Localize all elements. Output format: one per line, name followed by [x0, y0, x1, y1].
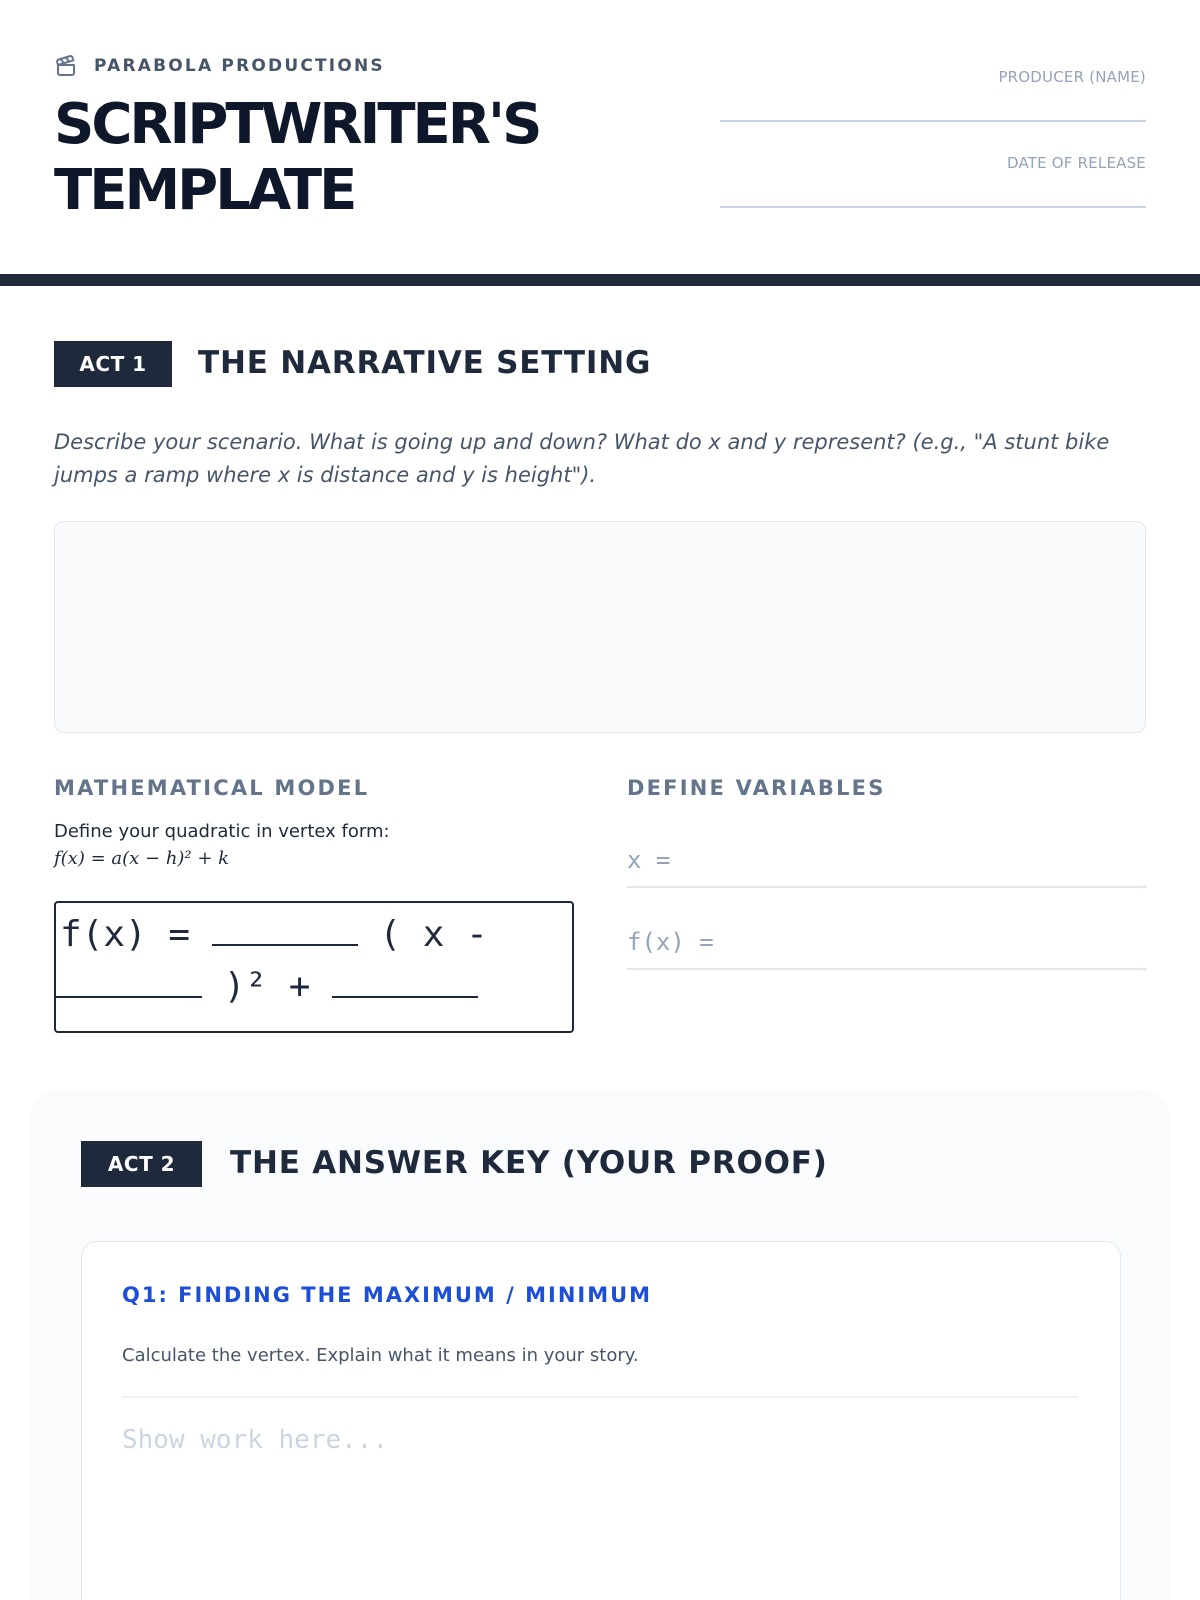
equation-line-1 — [60, 909, 572, 961]
fx-variable-label: f(x) = — [627, 928, 714, 956]
brand-name: PARABOLA PRODUCTIONS — [94, 56, 385, 76]
model-description: Define your quadratic in vertex form: — [54, 821, 390, 842]
header-divider — [0, 274, 1200, 286]
equation-part-1: f(x) = — [60, 914, 191, 955]
page-title — [54, 92, 614, 224]
model-heading: MATHEMATICAL MODEL — [54, 776, 370, 800]
act-1-badge: ACT 1 — [54, 341, 172, 387]
coefficient-k-blank[interactable] — [332, 962, 478, 998]
equation-line-2 — [60, 961, 572, 1013]
equation-box — [54, 901, 574, 1033]
coefficient-h-blank[interactable] — [56, 962, 202, 998]
act-2-badge: ACT 2 — [81, 1141, 202, 1187]
clapperboard-icon — [54, 54, 78, 78]
question-1-title: Q1: FINDING THE MAXIMUM / MINIMUM — [122, 1283, 653, 1307]
question-1-work-area[interactable]: Show work here... — [122, 1425, 389, 1455]
question-1-divider — [122, 1396, 1078, 1398]
producer-name-field[interactable] — [720, 60, 1146, 122]
scenario-prompt: Describe your scenario. What is going up and down? What do x and y represent? (e.g., "A stunt bike jumps a ramp where x is distance and y is height"). — [54, 430, 1110, 487]
act-2-title: THE ANSWER KEY (YOUR PROOF) — [230, 1145, 828, 1181]
release-date-label: DATE OF RELEASE — [1007, 154, 1146, 172]
page-header — [54, 0, 1146, 275]
x-variable-field[interactable] — [627, 824, 1147, 888]
release-date-field[interactable] — [720, 146, 1146, 208]
variables-heading: DEFINE VARIABLES — [627, 776, 886, 800]
page-title-line-2: TEMPLATE — [54, 158, 355, 223]
brand — [54, 54, 385, 78]
act-1-title: THE NARRATIVE SETTING — [198, 345, 652, 381]
question-1-description: Calculate the vertex. Explain what it means in your story. — [122, 1345, 639, 1366]
coefficient-a-blank[interactable] — [212, 910, 358, 946]
x-variable-label: x = — [627, 846, 671, 874]
scenario-textarea[interactable] — [54, 521, 1146, 733]
page-title-line-1: SCRIPTWRITER'S — [54, 92, 540, 157]
equation-part-2: ( x - — [379, 914, 488, 955]
producer-name-label: PRODUCER (NAME) — [998, 68, 1146, 86]
equation-part-3: )² + — [223, 966, 311, 1007]
vertex-form-formula: f(x) = a(x − h)² + k — [54, 848, 230, 869]
fx-variable-field[interactable] — [627, 906, 1147, 970]
